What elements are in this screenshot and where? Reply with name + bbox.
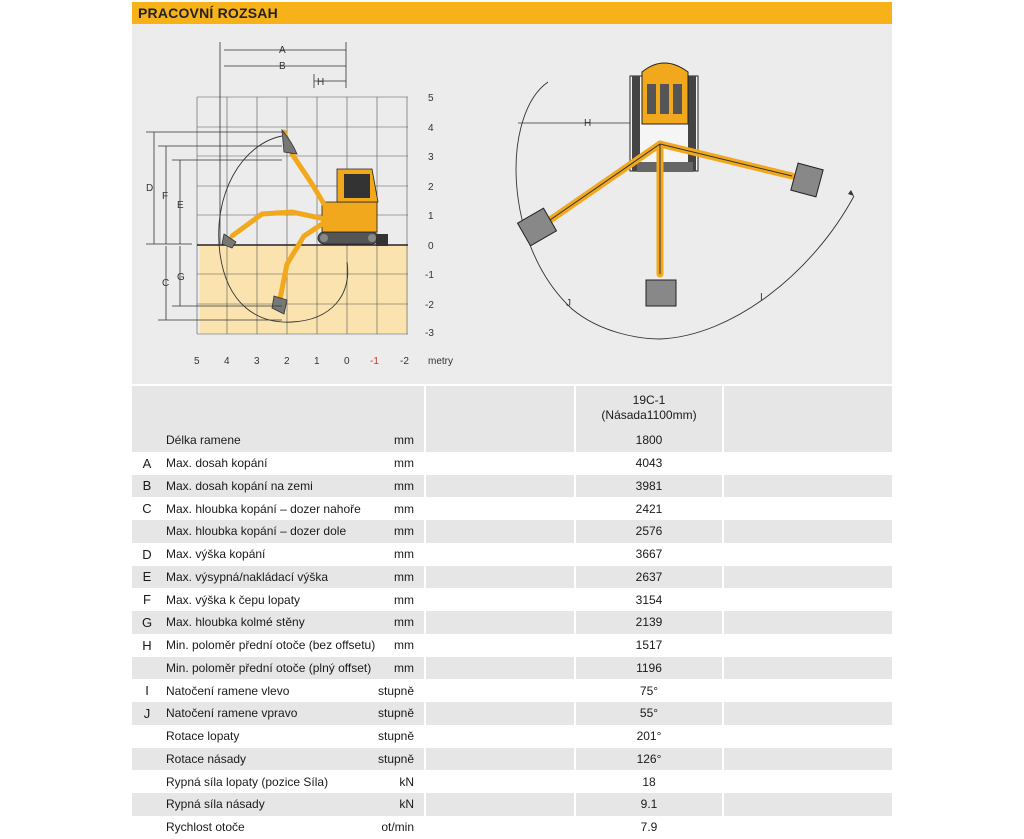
row-unit: kN	[399, 774, 414, 789]
dim-label-e: E	[177, 200, 184, 211]
v-tick-5: 5	[428, 93, 434, 104]
table-header-row	[132, 386, 892, 429]
dim-label-g: G	[177, 272, 185, 283]
table-row	[132, 725, 892, 748]
row-label: Max. výška k čepu lopaty	[166, 592, 301, 607]
table-row	[132, 497, 892, 520]
row-unit: mm	[394, 478, 414, 493]
row-unit: mm	[394, 615, 414, 630]
side-view	[146, 42, 453, 367]
row-label: Min. poloměr přední otoče (bez offsetu)	[166, 638, 376, 653]
table-row	[132, 611, 892, 634]
v-tick-m2: -2	[425, 300, 434, 311]
row-value: 55°	[574, 702, 722, 725]
row-label: Délka ramene	[166, 433, 241, 448]
row-value: 2637	[574, 566, 722, 589]
row-unit: mm	[394, 524, 414, 539]
row-label: Max. hloubka kopání – dozer nahoře	[166, 501, 361, 516]
row-value: 75°	[574, 679, 722, 702]
row-unit: mm	[394, 501, 414, 516]
dim-label-b: B	[279, 61, 286, 72]
table-row	[132, 770, 892, 793]
dim-label-a: A	[279, 45, 286, 56]
row-label: Rypná síla lopaty (pozice Síla)	[166, 774, 329, 789]
row-unit: mm	[394, 547, 414, 562]
spec-table	[132, 386, 892, 839]
row-label: Max. dosah kopání	[166, 456, 268, 471]
dim-label-h-top: H	[584, 118, 592, 129]
row-unit: stupně	[378, 751, 415, 766]
row-unit: mm	[394, 592, 414, 607]
row-letter: F	[143, 592, 151, 608]
row-unit: ot/min	[381, 820, 414, 835]
row-value: 3154	[574, 588, 722, 611]
row-value: 1800	[574, 429, 722, 452]
dim-label-j: J	[566, 298, 571, 309]
row-value: 2576	[574, 520, 722, 543]
row-unit: kN	[399, 797, 414, 812]
model-name: 19C-1	[632, 392, 666, 407]
row-value: 4043	[574, 452, 722, 475]
row-unit: stupně	[378, 706, 415, 721]
table-row	[132, 702, 892, 725]
row-value: 2139	[574, 611, 722, 634]
row-unit: mm	[394, 433, 414, 448]
table-row	[132, 429, 892, 452]
section-header	[132, 2, 892, 25]
table-row	[132, 679, 892, 702]
top-view	[516, 63, 854, 339]
dim-label-d: D	[146, 183, 154, 194]
row-label: Max. výsypná/nakládací výška	[166, 569, 329, 584]
row-label: Rypná síla násady	[166, 797, 265, 812]
table-row	[132, 588, 892, 611]
v-tick-0: 0	[428, 241, 434, 252]
table-row	[132, 475, 892, 498]
swing-arc-right	[660, 196, 854, 339]
row-unit: mm	[394, 456, 414, 471]
h-tick-4: 4	[224, 356, 230, 367]
row-value: 1517	[574, 634, 722, 657]
v-tick-4: 4	[428, 123, 434, 134]
table-row	[132, 452, 892, 475]
dim-label-h-side: H	[317, 77, 325, 88]
table-row	[132, 543, 892, 566]
row-letter: B	[142, 478, 152, 494]
model-variant: (Násada1100mm)	[601, 407, 697, 422]
row-label: Natočení ramene vpravo	[166, 706, 298, 721]
v-tick-m3: -3	[425, 328, 434, 339]
table-row	[132, 748, 892, 771]
row-unit: mm	[394, 660, 414, 675]
row-value: 1196	[574, 657, 722, 680]
v-tick-2: 2	[428, 182, 434, 193]
h-tick-2: 2	[284, 356, 290, 367]
row-value: 3981	[574, 475, 722, 498]
bucket-center	[646, 280, 676, 306]
dim-label-i: I	[760, 292, 763, 303]
table-row	[132, 634, 892, 657]
h-tick-3: 3	[254, 356, 260, 367]
row-letter: J	[143, 705, 151, 721]
row-unit: mm	[394, 638, 414, 653]
h-tick-0: 0	[344, 356, 350, 367]
table-body	[132, 429, 892, 839]
row-letter: A	[142, 455, 152, 471]
row-unit: mm	[394, 569, 414, 584]
row-value: 201°	[574, 725, 722, 748]
model-column-header	[574, 386, 722, 429]
row-letter: H	[142, 637, 152, 653]
row-value: 126°	[574, 748, 722, 771]
row-label: Max. výška kopání	[166, 547, 266, 562]
h-axis-unit: metry	[428, 356, 453, 367]
row-unit: stupně	[378, 683, 415, 698]
working-range-diagram	[132, 24, 892, 384]
row-unit: stupně	[378, 729, 415, 744]
row-letter: E	[142, 569, 152, 585]
table-row	[132, 793, 892, 816]
row-letter: I	[145, 683, 149, 699]
row-label: Rychlost otoče	[166, 820, 245, 835]
h-tick-m2: -2	[400, 356, 409, 367]
row-letter: G	[141, 614, 153, 630]
row-label: Natočení ramene vlevo	[166, 683, 290, 698]
dim-label-f: F	[162, 191, 169, 202]
row-letter: D	[142, 546, 152, 562]
v-tick-1: 1	[428, 211, 434, 222]
row-letter: C	[142, 501, 152, 517]
row-value: 9.1	[574, 793, 722, 816]
row-label: Rotace lopaty	[166, 729, 240, 744]
h-tick-1: 1	[314, 356, 320, 367]
section-title: PRACOVNÍ ROZSAH	[138, 5, 278, 21]
bucket-right	[791, 163, 823, 197]
row-value: 2421	[574, 497, 722, 520]
table-row	[132, 520, 892, 543]
row-value: 18	[574, 770, 722, 793]
dim-label-c: C	[162, 278, 170, 289]
bucket-left	[518, 208, 557, 246]
row-label: Min. poloměr přední otoče (plný offset)	[166, 660, 372, 675]
table-row	[132, 566, 892, 589]
table-row	[132, 816, 892, 839]
v-tick-m1: -1	[425, 270, 434, 281]
row-label: Max. dosah kopání na zemi	[166, 478, 313, 493]
row-value: 7.9	[574, 816, 722, 839]
h-tick-m1: -1	[370, 356, 379, 367]
h-tick-5: 5	[194, 356, 200, 367]
row-label: Rotace násady	[166, 751, 247, 766]
row-label: Max. hloubka kopání – dozer dole	[166, 524, 347, 539]
table-row	[132, 657, 892, 680]
diagram-svg	[132, 24, 892, 384]
row-value: 3667	[574, 543, 722, 566]
row-label: Max. hloubka kolmé stěny	[166, 615, 305, 630]
v-tick-3: 3	[428, 152, 434, 163]
